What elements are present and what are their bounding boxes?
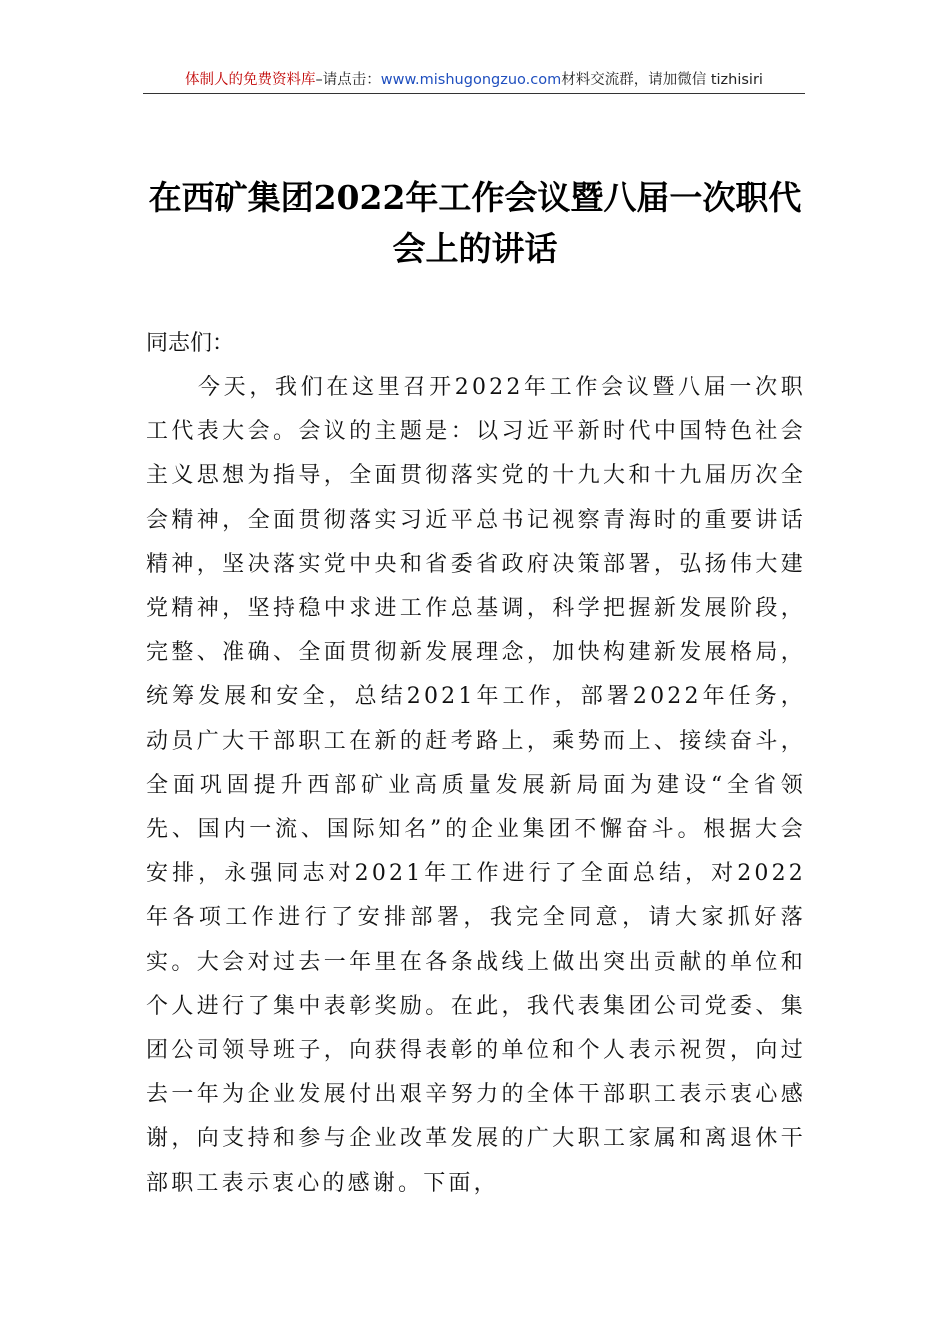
body-paragraph: 今天，我们在这里召开2022年工作会议暨八届一次职工代表大会。会议的主题是：以习近平新时代中国特色社会主义思想为指导，全面贯彻落实党的十九大和十九届历次全会精神，全面贯彻落实习近平总书记视察青海时的重要讲话精神，坚决落实党中央和省委省政府决策部署，弘扬伟大建党精神，坚持稳中求进工作总基调，科学把握新发展阶段，完整、准确、全面贯彻新发展理念，加快构建新发展格局，统筹发展和安全，总结2021年工作，部署2022年任务，动员广大干部职工在新的赶考路上，乘势而上、接续奋斗，全面巩固提升西部矿业高质量发展新局面为建设“全省领先、国内一流、国际知名”的企业集团不懈奋斗。根据大会安排，永强同志对2021年工作进行了全面总结，对2022年各项工作进行了安排部署，我完全同意，请大家抓好落实。大会对过去一年里在各条战线上做出突出贡献的单位和个人进行了集中表彰奖励。在此，我代表集团公司党委、集团公司领导班子，向获得表彰的单位和个人表示祝贺，向过去一年为企业发展付出艰辛努力的全体干部职工表示衷心感谢，向支持和参与企业改革发展的广大职工家属和离退休干部职工表示衷心的感谢。下面，	[146, 375, 806, 1196]
header-brand: 体制人的免费资料库	[185, 72, 316, 88]
header-divider	[143, 93, 805, 94]
page-header	[143, 68, 805, 92]
header-note: 材料交流群，请加微信 tizhisiri	[561, 72, 763, 88]
header-prompt: –请点击：	[315, 72, 381, 88]
header-link[interactable]: www.mishugongzuo.com	[380, 72, 562, 88]
salutation: 同志们：	[146, 331, 235, 356]
document-title: 在西矿集团2022年工作会议暨八届一次职代会上的讲话	[148, 178, 802, 268]
